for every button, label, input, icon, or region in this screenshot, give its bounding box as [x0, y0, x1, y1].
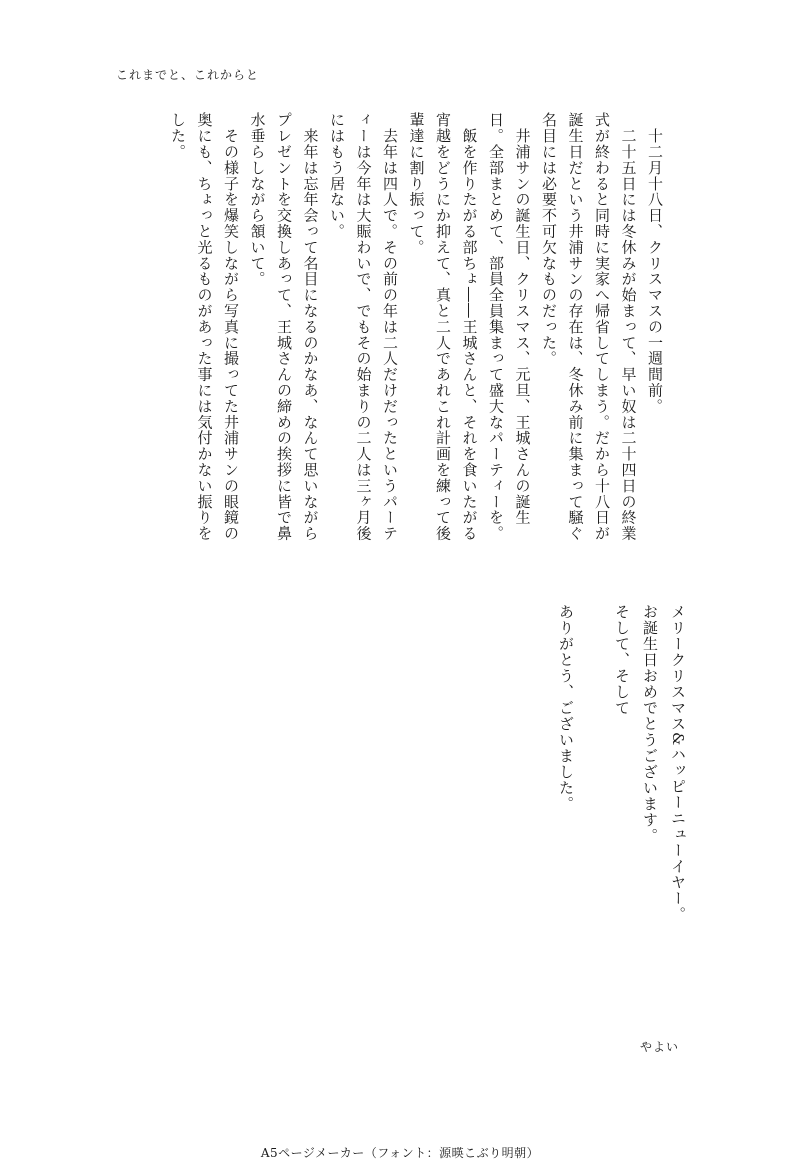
body-text	[165, 112, 669, 552]
paragraph: 飯を作りたがる部ちょ――王城さんと、それを食いたがる宵越をどうにか抑えて、真と二人であれこれ計画を練って後輩達に割り振って。	[407, 112, 479, 542]
closing-message	[552, 604, 692, 964]
closing-spacer	[580, 604, 608, 964]
paragraph: その様子を爆笑しながら写真に撮ってた井浦サンの眼鏡の奥にも、ちょっと光るものがあった事には気付かない振りをした。	[169, 112, 240, 542]
page-footer: A5ページメーカー（フォント：源暎こぶり明朝）	[260, 1146, 540, 1160]
paragraph: 二十五日には冬休みが始まって、早い奴は二十四日の終業式が終わると同時に実家へ帰省してしまう。だから十八日が誕生日だという井浦サンの存在は、冬休み前に集まって騒ぐ名目には必要不可欠なものだった。	[540, 112, 638, 542]
paragraph: 十二月十八日、クリスマスの一週間前。	[646, 112, 664, 415]
running-title: これまでと、これからと	[116, 68, 260, 82]
paragraph: 来年は忘年会って名目になるのかなあ、なんて思いながらプレゼントを交換しあって、王城さんの締めの挨拶に皆で鼻水垂らしながら頷いて。	[248, 112, 320, 542]
author-signature: やよい	[640, 1040, 680, 1054]
closing-line: お誕生日おめでとうございます。	[641, 604, 659, 844]
closing-line: ありがとう、ございました。	[557, 604, 575, 812]
paragraph: 井浦サンの誕生日、クリスマス、元旦、王城さんの誕生日。全部まとめて、部員全員集まって盛大なパーティーを。	[487, 112, 532, 542]
closing-line: そして、そして	[613, 604, 631, 716]
paragraph: 去年は四人で。その前の年は二人だけだったというパーティーは今年は大賑わいで、でもその始まりの二人は三ヶ月後にはもう居ない。	[328, 112, 399, 542]
closing-line: メリークリスマス&ハッピーニューイヤー。	[669, 604, 687, 923]
